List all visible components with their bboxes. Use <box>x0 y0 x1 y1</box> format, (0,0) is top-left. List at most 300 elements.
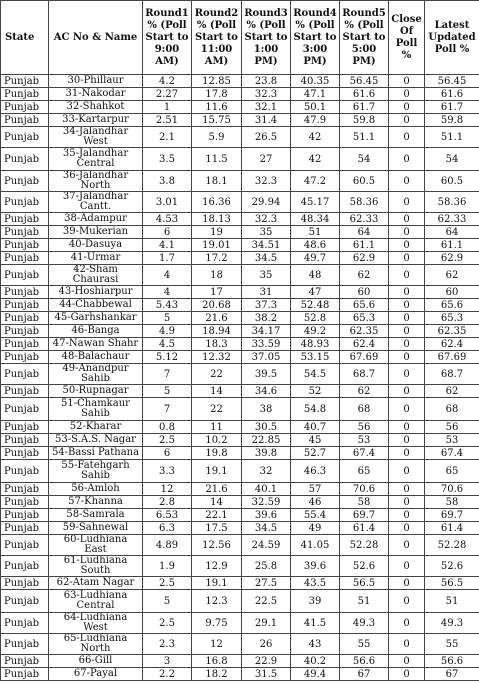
round2-cell: 18.3 <box>192 338 242 351</box>
round5-cell: 56.45 <box>340 75 389 88</box>
round1-cell: 1.7 <box>143 252 192 265</box>
round1-cell: 4.1 <box>143 239 192 252</box>
ac-name-cell: 53-S.A.S. Nagar <box>49 434 143 447</box>
header-row <box>1 1 479 75</box>
round4-cell: 39.6 <box>291 556 340 577</box>
round3-cell: 27.5 <box>242 577 291 590</box>
round4-cell: 41.5 <box>291 613 340 634</box>
table-row <box>1 286 479 299</box>
round4-cell: 40.2 <box>291 655 340 668</box>
round3-cell: 31 <box>242 286 291 299</box>
state-cell: Punjab <box>1 325 49 338</box>
round3-cell: 27 <box>242 148 291 171</box>
round3-cell: 31.5 <box>242 668 291 681</box>
ac-name-cell: 41-Urmar <box>49 252 143 265</box>
round4-cell: 51 <box>291 226 340 239</box>
state-cell: Punjab <box>1 75 49 88</box>
round2-cell: 19.1 <box>192 577 242 590</box>
round4-cell: 49.2 <box>291 325 340 338</box>
round5-cell: 60.5 <box>340 171 389 192</box>
round4-cell: 40.7 <box>291 421 340 434</box>
state-cell: Punjab <box>1 252 49 265</box>
latest-updated-cell: 62.4 <box>425 338 479 351</box>
ac-name-cell: 47-Nawan Shahr <box>49 338 143 351</box>
ac-name-cell: 60-Ludhiana East <box>49 535 143 556</box>
ac-name-cell: 37-Jalandhar Cantt. <box>49 192 143 213</box>
table-row <box>1 668 479 681</box>
latest-updated-cell: 61.6 <box>425 88 479 101</box>
round2-cell: 14 <box>192 385 242 398</box>
round1-cell: 2.2 <box>143 668 192 681</box>
state-cell: Punjab <box>1 338 49 351</box>
close-of-poll-cell: 0 <box>389 509 425 522</box>
table-row <box>1 312 479 325</box>
ac-name-cell: 42-Sham Chaurasi <box>49 265 143 286</box>
state-cell: Punjab <box>1 522 49 535</box>
round5-cell: 54 <box>340 148 389 171</box>
ac-name-cell: 36-Jalandhar North <box>49 171 143 192</box>
close-of-poll-cell: 0 <box>389 75 425 88</box>
latest-updated-cell: 68 <box>425 398 479 421</box>
header-latest-updated: Latest Updated Poll % <box>425 1 479 75</box>
latest-updated-cell: 69.7 <box>425 509 479 522</box>
table-row <box>1 325 479 338</box>
round4-cell: 57 <box>291 483 340 496</box>
round1-cell: 6.3 <box>143 522 192 535</box>
round3-cell: 39.5 <box>242 364 291 385</box>
round1-cell: 5.12 <box>143 351 192 364</box>
round5-cell: 51.1 <box>340 127 389 148</box>
state-cell: Punjab <box>1 483 49 496</box>
round2-cell: 21.6 <box>192 312 242 325</box>
round5-cell: 59.8 <box>340 114 389 127</box>
round2-cell: 18.1 <box>192 171 242 192</box>
round4-cell: 48.34 <box>291 213 340 226</box>
latest-updated-cell: 67 <box>425 668 479 681</box>
state-cell: Punjab <box>1 101 49 114</box>
latest-updated-cell: 51 <box>425 590 479 613</box>
round4-cell: 48 <box>291 265 340 286</box>
latest-updated-cell: 62.35 <box>425 325 479 338</box>
ac-name-cell: 50-Rupnagar <box>49 385 143 398</box>
round5-cell: 67.69 <box>340 351 389 364</box>
ac-name-cell: 65-Ludhiana North <box>49 634 143 655</box>
round4-cell: 47.9 <box>291 114 340 127</box>
round2-cell: 12.85 <box>192 75 242 88</box>
round1-cell: 4.53 <box>143 213 192 226</box>
round1-cell: 0.8 <box>143 421 192 434</box>
round5-cell: 49.3 <box>340 613 389 634</box>
ac-name-cell: 39-Mukerian <box>49 226 143 239</box>
state-cell: Punjab <box>1 421 49 434</box>
round2-cell: 16.36 <box>192 192 242 213</box>
round3-cell: 35 <box>242 265 291 286</box>
close-of-poll-cell: 0 <box>389 460 425 483</box>
state-cell: Punjab <box>1 447 49 460</box>
close-of-poll-cell: 0 <box>389 634 425 655</box>
round4-cell: 49.4 <box>291 668 340 681</box>
latest-updated-cell: 62 <box>425 265 479 286</box>
round1-cell: 5 <box>143 385 192 398</box>
table-row <box>1 556 479 577</box>
header-round2: Round2 % (Poll Start to 11:00 AM) <box>192 1 242 75</box>
round1-cell: 3.8 <box>143 171 192 192</box>
round1-cell: 4.2 <box>143 75 192 88</box>
round4-cell: 54.5 <box>291 364 340 385</box>
round2-cell: 18.94 <box>192 325 242 338</box>
table-row <box>1 590 479 613</box>
close-of-poll-cell: 0 <box>389 385 425 398</box>
ac-name-cell: 59-Sahnewal <box>49 522 143 535</box>
round3-cell: 32 <box>242 460 291 483</box>
close-of-poll-cell: 0 <box>389 252 425 265</box>
round2-cell: 12 <box>192 634 242 655</box>
close-of-poll-cell: 0 <box>389 364 425 385</box>
round2-cell: 15.75 <box>192 114 242 127</box>
table-body <box>1 75 479 681</box>
round4-cell: 42 <box>291 127 340 148</box>
round1-cell: 5 <box>143 590 192 613</box>
table-row <box>1 509 479 522</box>
round5-cell: 61.6 <box>340 88 389 101</box>
round3-cell: 32.3 <box>242 88 291 101</box>
state-cell: Punjab <box>1 312 49 325</box>
latest-updated-cell: 53 <box>425 434 479 447</box>
state-cell: Punjab <box>1 226 49 239</box>
round2-cell: 11.6 <box>192 101 242 114</box>
latest-updated-cell: 58 <box>425 496 479 509</box>
ac-name-cell: 44-Chabbewal <box>49 299 143 312</box>
round3-cell: 33.59 <box>242 338 291 351</box>
latest-updated-cell: 49.3 <box>425 613 479 634</box>
table-row <box>1 299 479 312</box>
table-row <box>1 483 479 496</box>
ac-name-cell: 63-Ludhiana Central <box>49 590 143 613</box>
latest-updated-cell: 62.33 <box>425 213 479 226</box>
round1-cell: 2.5 <box>143 613 192 634</box>
close-of-poll-cell: 0 <box>389 590 425 613</box>
round3-cell: 34.17 <box>242 325 291 338</box>
latest-updated-cell: 56.6 <box>425 655 479 668</box>
close-of-poll-cell: 0 <box>389 312 425 325</box>
ac-name-cell: 31-Nakodar <box>49 88 143 101</box>
table-row <box>1 496 479 509</box>
ac-name-cell: 61-Ludhiana South <box>49 556 143 577</box>
round1-cell: 4 <box>143 286 192 299</box>
state-cell: Punjab <box>1 535 49 556</box>
state-cell: Punjab <box>1 364 49 385</box>
round1-cell: 3.01 <box>143 192 192 213</box>
state-cell: Punjab <box>1 192 49 213</box>
ac-name-cell: 43-Hoshiarpur <box>49 286 143 299</box>
round1-cell: 4.89 <box>143 535 192 556</box>
ac-name-cell: 58-Samrala <box>49 509 143 522</box>
round3-cell: 23.8 <box>242 75 291 88</box>
round5-cell: 52.28 <box>340 535 389 556</box>
round1-cell: 4.5 <box>143 338 192 351</box>
round4-cell: 46 <box>291 496 340 509</box>
round2-cell: 22 <box>192 364 242 385</box>
round2-cell: 17.2 <box>192 252 242 265</box>
round3-cell: 37.3 <box>242 299 291 312</box>
table-row <box>1 613 479 634</box>
ac-name-cell: 62-Atam Nagar <box>49 577 143 590</box>
round5-cell: 67 <box>340 668 389 681</box>
round3-cell: 29.1 <box>242 613 291 634</box>
state-cell: Punjab <box>1 385 49 398</box>
round3-cell: 34.51 <box>242 239 291 252</box>
state-cell: Punjab <box>1 509 49 522</box>
ac-name-cell: 54-Bassi Pathana <box>49 447 143 460</box>
table-row <box>1 634 479 655</box>
ac-name-cell: 38-Adampur <box>49 213 143 226</box>
close-of-poll-cell: 0 <box>389 127 425 148</box>
latest-updated-cell: 70.6 <box>425 483 479 496</box>
latest-updated-cell: 55 <box>425 634 479 655</box>
round1-cell: 2.27 <box>143 88 192 101</box>
latest-updated-cell: 65 <box>425 460 479 483</box>
round1-cell: 7 <box>143 364 192 385</box>
round3-cell: 32.59 <box>242 496 291 509</box>
state-cell: Punjab <box>1 148 49 171</box>
header-round4: Round4 % (Poll Start to 3:00 PM) <box>291 1 340 75</box>
latest-updated-cell: 56.45 <box>425 75 479 88</box>
round5-cell: 68.7 <box>340 364 389 385</box>
round5-cell: 65.3 <box>340 312 389 325</box>
round5-cell: 51 <box>340 590 389 613</box>
round3-cell: 34.5 <box>242 522 291 535</box>
ac-name-cell: 51-Chamkaur Sahib <box>49 398 143 421</box>
round5-cell: 62 <box>340 265 389 286</box>
ac-name-cell: 49-Anandpur Sahib <box>49 364 143 385</box>
table-row <box>1 577 479 590</box>
round3-cell: 26.5 <box>242 127 291 148</box>
state-cell: Punjab <box>1 265 49 286</box>
close-of-poll-cell: 0 <box>389 535 425 556</box>
latest-updated-cell: 56 <box>425 421 479 434</box>
ac-name-cell: 30-Phillaur <box>49 75 143 88</box>
state-cell: Punjab <box>1 114 49 127</box>
latest-updated-cell: 68.7 <box>425 364 479 385</box>
round5-cell: 67.4 <box>340 447 389 460</box>
round4-cell: 40.35 <box>291 75 340 88</box>
round1-cell: 3 <box>143 655 192 668</box>
round3-cell: 38.2 <box>242 312 291 325</box>
header-round5: Round5 % (Poll Start to 5:00 PM) <box>340 1 389 75</box>
state-cell: Punjab <box>1 299 49 312</box>
round5-cell: 62.9 <box>340 252 389 265</box>
round2-cell: 22 <box>192 398 242 421</box>
round5-cell: 65.6 <box>340 299 389 312</box>
round5-cell: 56 <box>340 421 389 434</box>
header-round1: Round1 % (Poll Start to 9:00 AM) <box>143 1 192 75</box>
table-row <box>1 434 479 447</box>
round3-cell: 37.05 <box>242 351 291 364</box>
round4-cell: 41.05 <box>291 535 340 556</box>
round2-cell: 18.2 <box>192 668 242 681</box>
close-of-poll-cell: 0 <box>389 265 425 286</box>
table-row <box>1 460 479 483</box>
close-of-poll-cell: 0 <box>389 299 425 312</box>
round5-cell: 56.5 <box>340 577 389 590</box>
round3-cell: 31.4 <box>242 114 291 127</box>
ac-name-cell: 56-Amloh <box>49 483 143 496</box>
table-row <box>1 252 479 265</box>
round2-cell: 12.9 <box>192 556 242 577</box>
state-cell: Punjab <box>1 171 49 192</box>
ac-name-cell: 64-Ludhiana West <box>49 613 143 634</box>
round2-cell: 21.6 <box>192 483 242 496</box>
round1-cell: 6 <box>143 447 192 460</box>
table-row <box>1 421 479 434</box>
latest-updated-cell: 59.8 <box>425 114 479 127</box>
round5-cell: 60 <box>340 286 389 299</box>
ac-name-cell: 48-Balachaur <box>49 351 143 364</box>
table-row <box>1 364 479 385</box>
round1-cell: 2.1 <box>143 127 192 148</box>
round2-cell: 18.13 <box>192 213 242 226</box>
table-row <box>1 338 479 351</box>
table-row <box>1 385 479 398</box>
ac-name-cell: 66-Gill <box>49 655 143 668</box>
round5-cell: 56.6 <box>340 655 389 668</box>
round5-cell: 53 <box>340 434 389 447</box>
latest-updated-cell: 61.7 <box>425 101 479 114</box>
round5-cell: 58 <box>340 496 389 509</box>
round4-cell: 52.7 <box>291 447 340 460</box>
round3-cell: 32.3 <box>242 171 291 192</box>
latest-updated-cell: 65.3 <box>425 312 479 325</box>
latest-updated-cell: 61.1 <box>425 239 479 252</box>
latest-updated-cell: 52.6 <box>425 556 479 577</box>
round4-cell: 47 <box>291 286 340 299</box>
table-row <box>1 655 479 668</box>
round2-cell: 19 <box>192 226 242 239</box>
round2-cell: 17.5 <box>192 522 242 535</box>
round3-cell: 34.5 <box>242 252 291 265</box>
round1-cell: 3.5 <box>143 148 192 171</box>
round1-cell: 5.43 <box>143 299 192 312</box>
round5-cell: 68 <box>340 398 389 421</box>
table-row <box>1 226 479 239</box>
close-of-poll-cell: 0 <box>389 171 425 192</box>
round4-cell: 52.48 <box>291 299 340 312</box>
table-row <box>1 148 479 171</box>
header-round3: Round3 % (Poll Start to 1:00 PM) <box>242 1 291 75</box>
state-cell: Punjab <box>1 88 49 101</box>
table-row <box>1 171 479 192</box>
ac-name-cell: 57-Khanna <box>49 496 143 509</box>
round2-cell: 5.9 <box>192 127 242 148</box>
round1-cell: 2.3 <box>143 634 192 655</box>
table-row <box>1 535 479 556</box>
table-row <box>1 213 479 226</box>
close-of-poll-cell: 0 <box>389 213 425 226</box>
round5-cell: 61.7 <box>340 101 389 114</box>
table-row <box>1 398 479 421</box>
table-row <box>1 351 479 364</box>
round4-cell: 53.15 <box>291 351 340 364</box>
round1-cell: 3.3 <box>143 460 192 483</box>
header-close-of-poll: Close Of Poll % <box>389 1 425 75</box>
ac-name-cell: 55-Fatehgarh Sahib <box>49 460 143 483</box>
close-of-poll-cell: 0 <box>389 613 425 634</box>
state-cell: Punjab <box>1 460 49 483</box>
round3-cell: 34.6 <box>242 385 291 398</box>
state-cell: Punjab <box>1 590 49 613</box>
table-row <box>1 239 479 252</box>
table-row <box>1 127 479 148</box>
state-cell: Punjab <box>1 496 49 509</box>
close-of-poll-cell: 0 <box>389 338 425 351</box>
table-row <box>1 101 479 114</box>
latest-updated-cell: 62 <box>425 385 479 398</box>
round4-cell: 46.3 <box>291 460 340 483</box>
round1-cell: 1 <box>143 101 192 114</box>
round3-cell: 32.1 <box>242 101 291 114</box>
table-row <box>1 447 479 460</box>
close-of-poll-cell: 0 <box>389 483 425 496</box>
ac-name-cell: 52-Kharar <box>49 421 143 434</box>
close-of-poll-cell: 0 <box>389 239 425 252</box>
close-of-poll-cell: 0 <box>389 668 425 681</box>
state-cell: Punjab <box>1 213 49 226</box>
round2-cell: 22.1 <box>192 509 242 522</box>
close-of-poll-cell: 0 <box>389 496 425 509</box>
latest-updated-cell: 52.28 <box>425 535 479 556</box>
latest-updated-cell: 62.9 <box>425 252 479 265</box>
latest-updated-cell: 54 <box>425 148 479 171</box>
table-row <box>1 75 479 88</box>
state-cell: Punjab <box>1 286 49 299</box>
state-cell: Punjab <box>1 127 49 148</box>
close-of-poll-cell: 0 <box>389 447 425 460</box>
close-of-poll-cell: 0 <box>389 101 425 114</box>
close-of-poll-cell: 0 <box>389 351 425 364</box>
ac-name-cell: 40-Dasuya <box>49 239 143 252</box>
round3-cell: 22.85 <box>242 434 291 447</box>
round4-cell: 47.2 <box>291 171 340 192</box>
round2-cell: 12.56 <box>192 535 242 556</box>
round2-cell: 11.5 <box>192 148 242 171</box>
round4-cell: 52 <box>291 385 340 398</box>
latest-updated-cell: 51.1 <box>425 127 479 148</box>
round5-cell: 70.6 <box>340 483 389 496</box>
round5-cell: 55 <box>340 634 389 655</box>
close-of-poll-cell: 0 <box>389 88 425 101</box>
round2-cell: 9.75 <box>192 613 242 634</box>
round2-cell: 19.01 <box>192 239 242 252</box>
state-cell: Punjab <box>1 351 49 364</box>
round1-cell: 2.51 <box>143 114 192 127</box>
round3-cell: 22.9 <box>242 655 291 668</box>
table-row <box>1 88 479 101</box>
round3-cell: 38 <box>242 398 291 421</box>
close-of-poll-cell: 0 <box>389 398 425 421</box>
table-row <box>1 522 479 535</box>
round5-cell: 62.4 <box>340 338 389 351</box>
close-of-poll-cell: 0 <box>389 556 425 577</box>
ac-name-cell: 46-Banga <box>49 325 143 338</box>
latest-updated-cell: 61.4 <box>425 522 479 535</box>
round3-cell: 32.3 <box>242 213 291 226</box>
round3-cell: 30.5 <box>242 421 291 434</box>
latest-updated-cell: 67.69 <box>425 351 479 364</box>
state-cell: Punjab <box>1 239 49 252</box>
close-of-poll-cell: 0 <box>389 577 425 590</box>
round4-cell: 54.8 <box>291 398 340 421</box>
round1-cell: 6 <box>143 226 192 239</box>
